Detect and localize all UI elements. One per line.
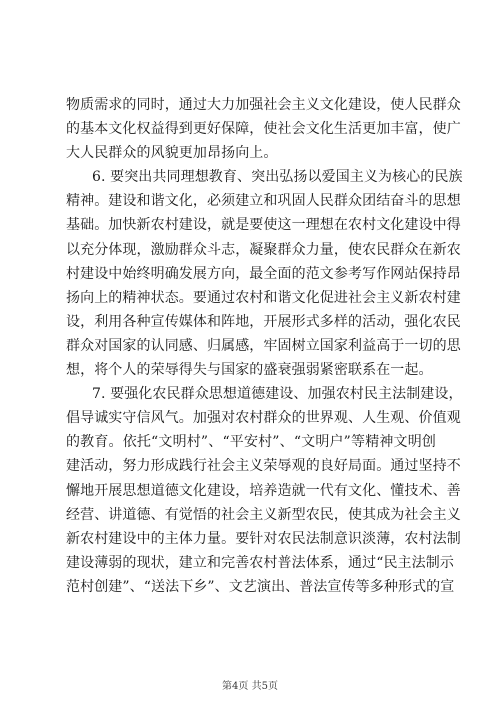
text-line: 的基本文化权益得到更好保障，使社会文化生活更加丰富，使广 — [66, 121, 461, 138]
document-body — [66, 93, 463, 599]
text-line: 建设薄弱的现状，建立和完善农村普法体系，通过“民主法制示 — [66, 554, 454, 571]
text-line: 想，将个人的荣辱得失与国家的盛衰强弱紧密联系在一起。 — [66, 362, 433, 379]
text-line: 懈地开展思想道德文化建设，培养造就一代有文化、懂技术、善 — [66, 482, 461, 499]
text-line: 基础。加快新农村建设，就是要使这一理想在农村文化建设中得 — [66, 217, 461, 234]
text-line: 建活动，努力形成践行社会主义荣辱观的良好局面。通过坚持不 — [66, 458, 461, 475]
paragraph-first-line: 7. 要强化农民群众思想道德建设、加强农村民主法制建设， — [92, 386, 463, 403]
paragraph-first-line: 6. 要突出共同理想教育、突出弘扬以爱国主义为核心的民族 — [92, 169, 463, 186]
text-line: 精神。建设和谐文化，必须建立和巩固人民群众团结奋斗的思想 — [66, 193, 461, 210]
text-line: 设，利用各种宣传媒体和阵地，开展形式多样的活动，强化农民 — [66, 313, 461, 330]
text-line: 范村创建”、“送法下乡”、文艺演出、普法宣传等多种形式的宣 — [66, 578, 455, 595]
text-line: 大人民群众的风貌更加昂扬向上。 — [66, 145, 278, 162]
text-line: 以充分体现，激励群众斗志，凝聚群众力量，使农民群众在新农 — [66, 241, 461, 258]
text-line: 新农村建设中的主体力量。要针对农民法制意识淡薄，农村法制 — [66, 530, 461, 547]
page-number-footer: 第4页 共5页 — [222, 681, 278, 692]
text-line: 扬向上的精神状态。要通过农村和谐文化促进社会主义新农村建 — [66, 289, 461, 306]
text-line: 群众对国家的认同感、归属感，牢固树立国家利益高于一切的思 — [66, 337, 461, 354]
text-line: 倡导诚实守信风气。加强对农村群众的世界观、人生观、价值观 — [66, 410, 461, 427]
text-line: 的教育。依托“文明村”、“平安村”、“文明户”等精神文明创 — [66, 434, 436, 451]
text-line: 村建设中始终明确发展方向，最全面的范文参考写作网站保持昂 — [66, 265, 461, 282]
text-line: 物质需求的同时，通过大力加强社会主义文化建设，使人民群众 — [66, 97, 461, 113]
text-line: 经营、讲道德、有觉悟的社会主义新型农民，使其成为社会主义 — [66, 506, 461, 523]
